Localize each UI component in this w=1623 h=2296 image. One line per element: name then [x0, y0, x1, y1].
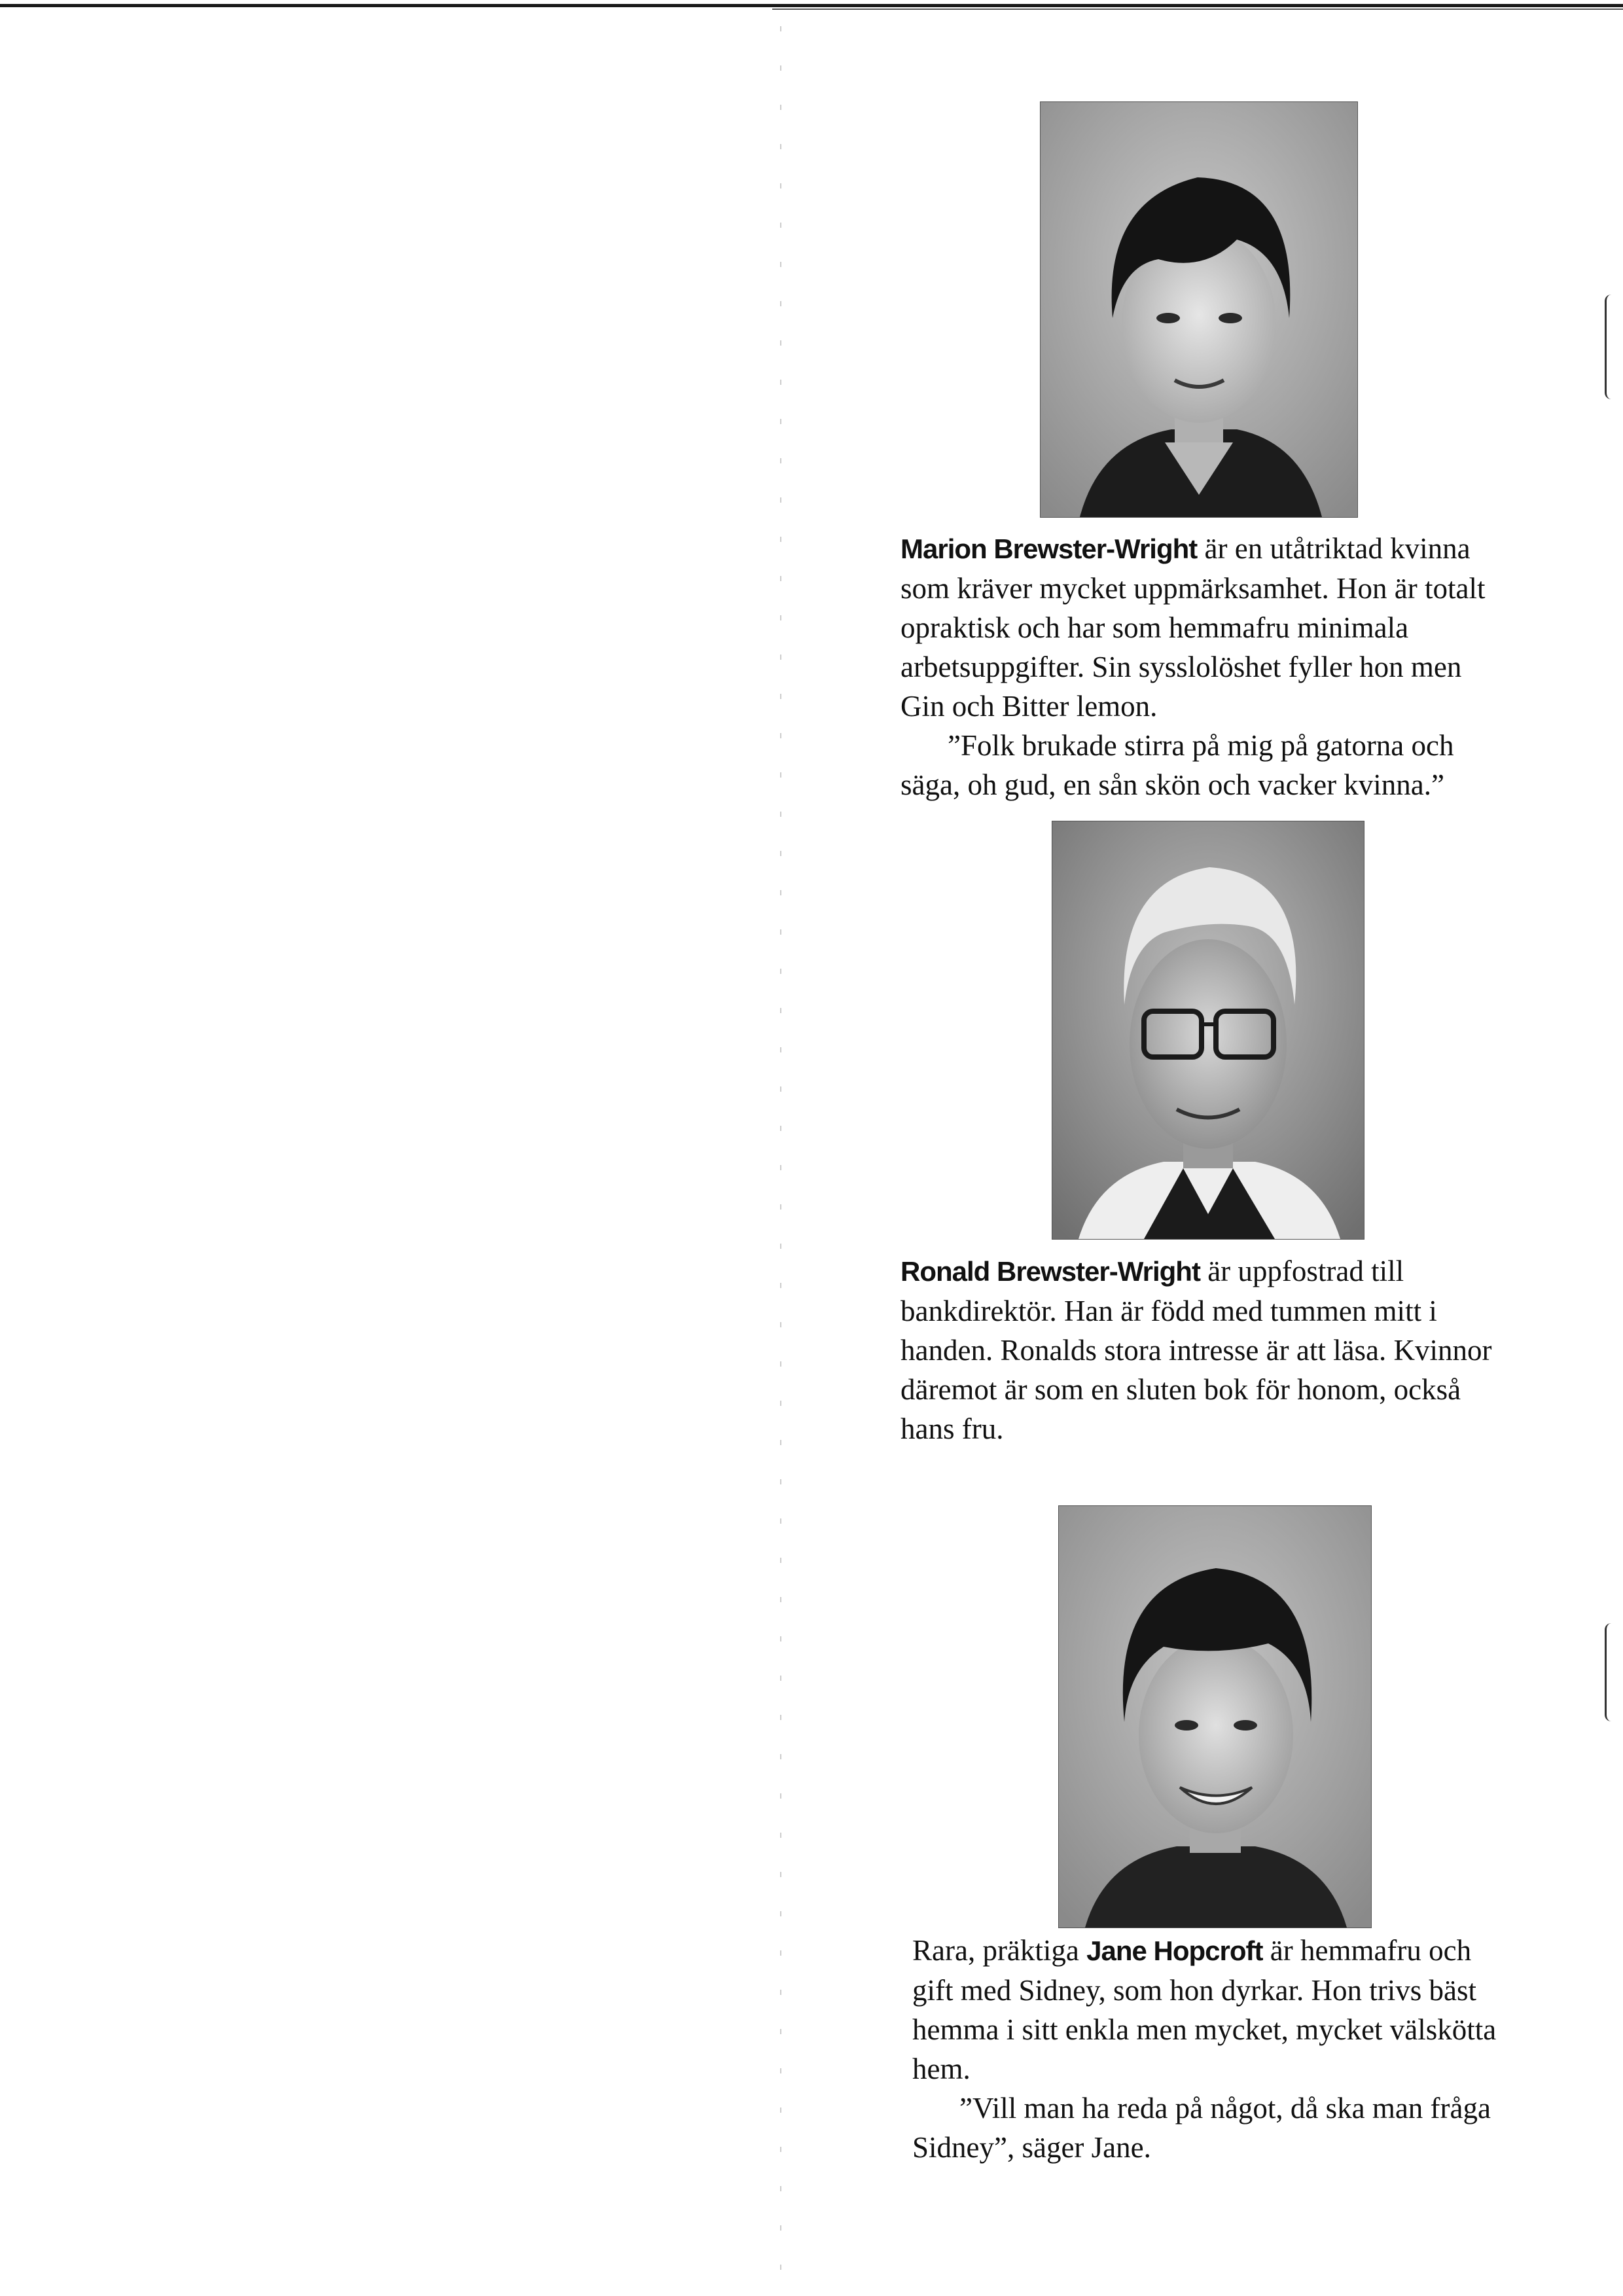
character-name: Jane Hopcroft: [1086, 1935, 1263, 1966]
profile-caption-marion: [901, 529, 1503, 804]
character-name: Marion Brewster-Wright: [901, 533, 1198, 564]
top-border-line: [0, 4, 1623, 7]
profile-description: Marion Brewster-Wright är en utåtriktad kvinna som kräver mycket uppmärksamhet. Hon är totalt opraktisk och har som hemmafru minimala arbetsuppgifter. Sin sysslolöshet fyller hon men Gin och Bitter lemon.: [901, 532, 1486, 723]
portrait-photo-marion: [1040, 101, 1358, 518]
portrait-photo-jane: [1058, 1505, 1372, 1928]
profile-quote: ”Vill man ha reda på något, då ska man fråga Sidney”, säger Jane.: [912, 2092, 1491, 2164]
profile-caption-ronald: [901, 1251, 1503, 1448]
binding-mark-bottom: [1605, 1623, 1616, 1721]
top-border-line-thin: [772, 9, 1623, 10]
character-name: Ronald Brewster-Wright: [901, 1256, 1200, 1287]
page-fold-line: [780, 26, 781, 2291]
portrait-photo-ronald: [1052, 821, 1364, 1240]
binding-mark-top: [1605, 295, 1616, 399]
profile-description: Ronald Brewster-Wright är uppfostrad till bankdirektör. Han är född med tummen mitt i handen. Ronalds stora intresse är att läsa. Kvinnor däremot är som en sluten bok för honom, också hans fru.: [901, 1255, 1492, 1445]
profile-description: Rara, präktiga Jane Hopcroft är hemmafru och gift med Sidney, som hon dyrkar. Hon trivs bäst hemma i sitt enkla men mycket, mycket välskötta hem.: [912, 1934, 1497, 2085]
profile-quote: ”Folk brukade stirra på mig på gatorna och säga, oh gud, en sån skön och vacker kvinna.”: [901, 729, 1454, 801]
profile-caption-jane: [912, 1931, 1514, 2167]
